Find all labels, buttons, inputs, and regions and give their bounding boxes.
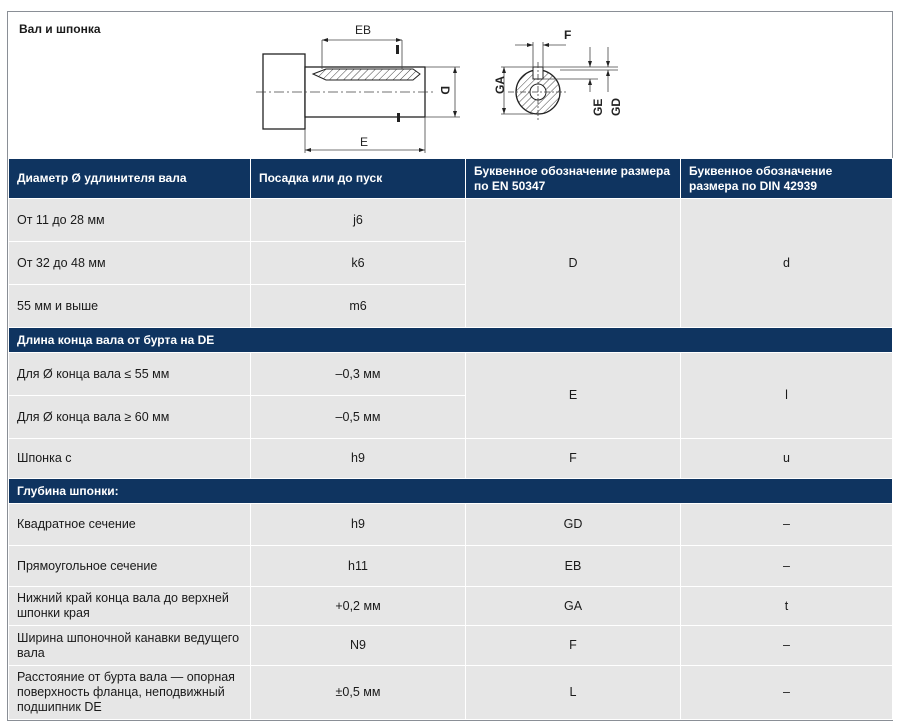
row-din-code: d (681, 199, 893, 328)
row-desc: Нижний край конца вала до верхней шпонки края (9, 587, 251, 626)
row-fit: h11 (251, 546, 466, 587)
row-fit: h9 (251, 504, 466, 546)
row-fit: j6 (251, 199, 466, 242)
header-fit: Посадка или до пуск (251, 159, 466, 199)
label-f: F (564, 28, 572, 42)
row-din-code: – (681, 504, 893, 546)
shaft-key-diagram (8, 12, 892, 158)
label-e: E (360, 135, 369, 149)
row-desc: Прямоугольное сечение (9, 546, 251, 587)
table-row (9, 199, 893, 242)
shaft-key-table (8, 158, 893, 720)
table-row (9, 666, 893, 720)
row-desc: Шпонка с (9, 439, 251, 479)
shaft-collar (263, 54, 305, 129)
row-din-code: – (681, 546, 893, 587)
diagram-title: Вал и шпонка (19, 22, 101, 36)
row-fit: m6 (251, 285, 466, 328)
row-fit: k6 (251, 242, 466, 285)
row-din-code: u (681, 439, 893, 479)
row-desc: Для Ø конца вала ≥ 60 мм (9, 396, 251, 439)
row-din-code: – (681, 626, 893, 666)
section-header-row (9, 479, 893, 504)
row-desc: Ширина шпоночной канавки ведущего вала (9, 626, 251, 666)
row-desc: Для Ø конца вала ≤ 55 мм (9, 353, 251, 396)
table-row (9, 439, 893, 479)
table-row (9, 587, 893, 626)
label-ga: GA (493, 76, 507, 94)
header-diameter: Диаметр Ø удлинителя вала (9, 159, 251, 199)
table-row (9, 504, 893, 546)
row-fit: +0,2 мм (251, 587, 466, 626)
row-en-code: F (466, 439, 681, 479)
row-en-code: D (466, 199, 681, 328)
label-d: D (438, 86, 452, 95)
row-din-code: l (681, 353, 893, 439)
row-din-code: t (681, 587, 893, 626)
row-en-code: L (466, 666, 681, 720)
section-shaft-length: Длина конца вала от бурта на DE (9, 328, 893, 353)
row-fit: N9 (251, 626, 466, 666)
section-header-row (9, 328, 893, 353)
header-en50347: Буквенное обозначение размера по EN 50347 (466, 159, 681, 199)
row-fit: h9 (251, 439, 466, 479)
label-eb: EB (355, 23, 372, 37)
header-din42939: Буквенное обозначение размера по DIN 42939 (681, 159, 893, 199)
table-row (9, 626, 893, 666)
row-desc: Квадратное сечение (9, 504, 251, 546)
table-row (9, 546, 893, 587)
row-fit: ±0,5 мм (251, 666, 466, 720)
row-desc: 55 мм и выше (9, 285, 251, 328)
row-en-code: EB (466, 546, 681, 587)
row-en-code: GA (466, 587, 681, 626)
row-fit: –0,5 мм (251, 396, 466, 439)
row-fit: –0,3 мм (251, 353, 466, 396)
row-en-code: F (466, 626, 681, 666)
label-gd: GD (609, 98, 623, 116)
row-desc: Расстояние от бурта вала — опорная поверхность фланца, неподвижный подшипник DE (9, 666, 251, 720)
table-header-row (9, 159, 893, 199)
row-en-code: E (466, 353, 681, 439)
row-desc: От 32 до 48 мм (9, 242, 251, 285)
shaft-drawing (8, 12, 892, 158)
row-din-code: – (681, 666, 893, 720)
table-row (9, 353, 893, 396)
key-hatch (313, 69, 420, 80)
document-frame (7, 11, 893, 721)
label-ge: GE (591, 98, 605, 116)
section-key-depth: Глубина шпонки: (9, 479, 893, 504)
row-desc: От 11 до 28 мм (9, 199, 251, 242)
row-en-code: GD (466, 504, 681, 546)
